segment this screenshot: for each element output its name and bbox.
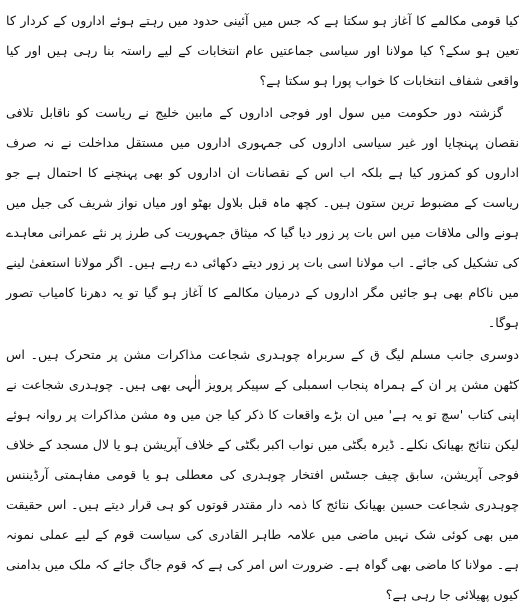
- paragraph-civil-military-rift: گزشتہ دور حکومت میں سول اور فوجی اداروں کے مابین خلیج نے ریاست کو ناقابل تلافی نقصان پہنچایا اور غیر سیاسی اداروں کی جمہوری اداروں میں مستقل مداخلت نے نہ صرف اداروں کو کمزور کیا ہے بلکہ اب اس کے نقصانات ان اداروں کو بھی پہنچنے کا احتمال ہے جو ریاست کے مضبوط ترین ستون ہیں۔ کچھ ماہ قبل بلاول بھٹو اور میاں نواز شریف کی جیل میں ہونے والی ملاقات میں اس بات پر زور دیا گیا کہ میثاق جمہوریت کی طرز پر نئے عمرانی معاہدے کی تشکیل کی جائے۔ اب مولانا اسی بات پر زور دیتے دکھائی دے رہے ہیں۔ اگر مولانا استعفیٰ لینے میں ناکام بھی ہو جائیں مگر اداروں کے درمیان مکالمے کا آغاز ہو گیا تو یہ دھرنا کامیاب تصور ہوگا۔: [6, 105, 519, 330]
- paragraph-chaudhry-shujaat-mission: دوسری جانب مسلم لیگ ق کے سربراہ چوہدری شجاعت مذاکرات مشن پر متحرک ہیں۔ اس کٹھن مشن پر ان کے ہمراہ پنجاب اسمبلی کے سپیکر پرویز الٰہی بھی ہیں۔ چوہدری شجاعت نے اپنی کتاب 'سچ تو یہ ہے' میں ان بڑے واقعات کا ذکر کیا جن میں وہ مشن مذاکرات پر روانہ ہوئے لیکن نتائج بھیانک نکلے۔ ڈیرہ بگٹی میں نواب اکبر بگٹی کے خلاف آپریشن ہو یا لال مسجد کے خلاف فوجی آپریشن، سابق چیف جسٹس افتخار چوہدری کی معطلی ہو یا قومی مفاہمتی آرڈیننس چوہدری شجاعت حسین بھیانک نتائج کا ذمہ دار مقتدر قوتوں کو ہی قرار دیتے ہیں۔ اس حقیقت میں بھی کوئی شک نہیں ماضی میں علامہ طاہر القادری کی سیاست قوم کے لیے عملی نمونہ ہے۔ مولانا کا ماضی بھی گواہ ہے۔ ضرورت اس امر کی ہے کہ قوم جاگ جائے کہ ملک میں بدامنی کیوں پھیلائی جا رہی ہے؟: [6, 347, 519, 602]
- paragraph-intro-questions: کیا قومی مکالمے کا آغاز ہو سکتا ہے کہ جس میں آئینی حدود میں رہتے ہوئے اداروں کے کردار کا تعین ہو سکے؟ کیا مولانا اور سیاسی جماعتیں عام انتخابات کے لیے راستہ بنا رہی ہیں اور کیا واقعی شفاف انتخابات کا خواب پورا ہو سکتا ہے؟: [6, 13, 519, 88]
